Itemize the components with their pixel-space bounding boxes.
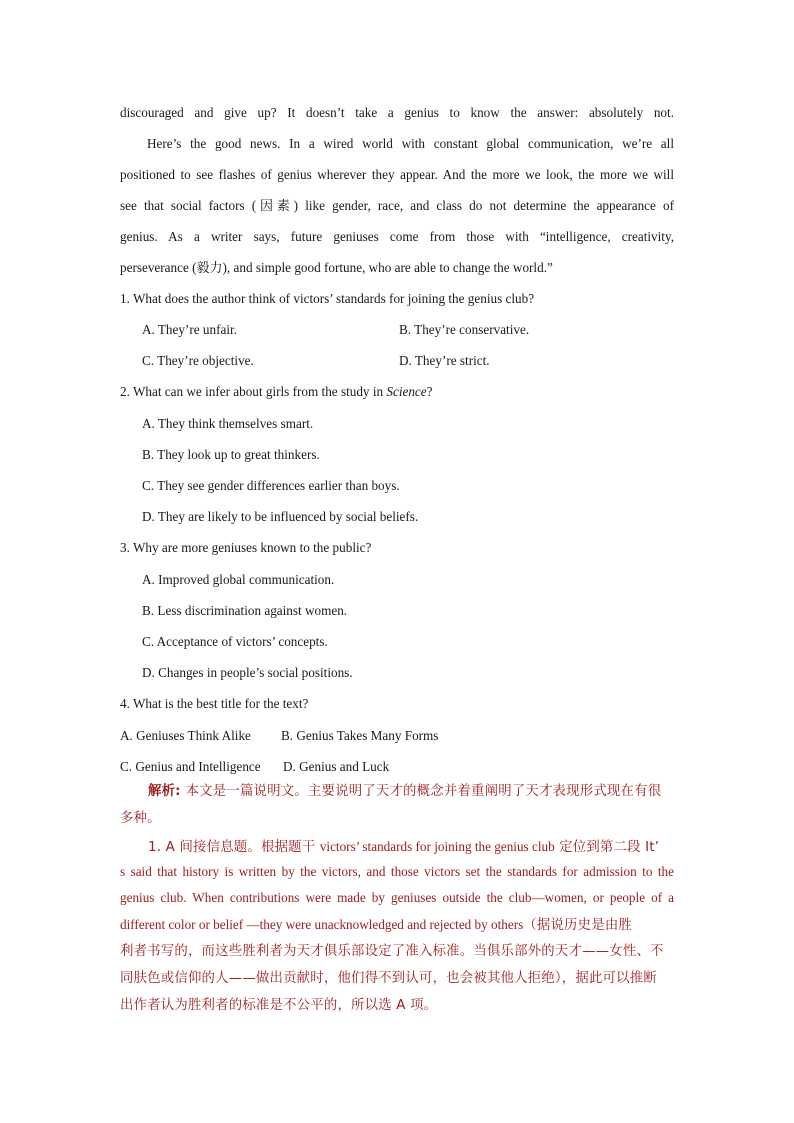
question-stem: 4. What is the best title for the text? — [120, 696, 309, 711]
analysis-item: 同肤色或信仰的人——做出贡献时，他们得不到认可，也会被其他人拒绝），据此可以推断 — [120, 971, 657, 986]
passage-line: Here’s the good news. In a wired world with constant global communication, we’re all — [147, 136, 674, 151]
passage-line: perseverance (毅力), and simple good fortune, who are able to change the world.” — [120, 260, 553, 276]
answer-option: B. Less discrimination against women. — [142, 603, 348, 618]
answer-option: A. They’re unfair. — [142, 322, 237, 337]
analysis-item: 出作者认为胜利者的标准是不公平的，所以选 A 项。 — [120, 998, 438, 1013]
answer-option: B. Genius Takes Many Forms — [281, 728, 439, 743]
passage-line: see that social factors (因素) like gender, race, and class do not determine the appearance of — [120, 198, 674, 214]
answer-option: A. They think themselves smart. — [142, 416, 314, 431]
question-stem: 2. What can we infer about girls from the study in Science? — [120, 384, 433, 399]
answer-option: D. Changes in people’s social positions. — [142, 665, 353, 680]
answer-option: D. Genius and Luck — [283, 759, 390, 774]
answer-option: C. They’re objective. — [142, 353, 254, 368]
answer-option: C. They see gender differences earlier than boys. — [142, 478, 400, 493]
analysis-item: 1. A 间接信息题。根据题干 victors’ standards for joining the genius club 定位到第二段 It’ — [148, 839, 660, 855]
passage-line: discouraged and give up? It doesn’t take a genius to know the answer: absolutely not. — [120, 105, 674, 120]
answer-option: A. Improved global communication. — [142, 572, 335, 587]
answer-option: B. They’re conservative. — [399, 322, 530, 337]
passage-line: positioned to see flashes of genius wherever they appear. And the more we look, the more we will — [120, 167, 674, 182]
answer-option: A. Geniuses Think Alike — [120, 728, 251, 743]
analysis-item: different color or belief —they were unacknowledged and rejected by others（据说历史是由胜 — [120, 917, 633, 933]
answer-option: D. They’re strict. — [399, 353, 490, 368]
analysis-intro: 多种。 — [120, 811, 161, 826]
passage-line: genius. As a writer says, future geniuses come from those with “intelligence, creativity, — [120, 229, 674, 244]
analysis-item: genius club. When contributions were made by geniuses outside the club—women, or people of a — [120, 890, 674, 905]
question-stem: 3. Why are more geniuses known to the public? — [120, 540, 372, 555]
answer-option: C. Genius and Intelligence — [120, 759, 261, 774]
answer-option: B. They look up to great thinkers. — [142, 447, 320, 462]
question-stem: 1. What does the author think of victors’ standards for joining the genius club? — [120, 291, 535, 306]
analysis-item: 利者书写的，而这些胜利者为天才俱乐部设定了准入标准。当俱乐部外的天才——女性、不 — [120, 944, 664, 959]
analysis-item: s said that history is written by the victors, and those victors set the standards for admission to the — [120, 864, 674, 879]
answer-option: D. They are likely to be influenced by social beliefs. — [142, 509, 419, 524]
answer-option: C. Acceptance of victors’ concepts. — [142, 634, 328, 649]
analysis-intro: 解析: 本文是一篇说明文。主要说明了天才的概念并着重阐明了天才表现形式现在有很 — [148, 784, 662, 799]
